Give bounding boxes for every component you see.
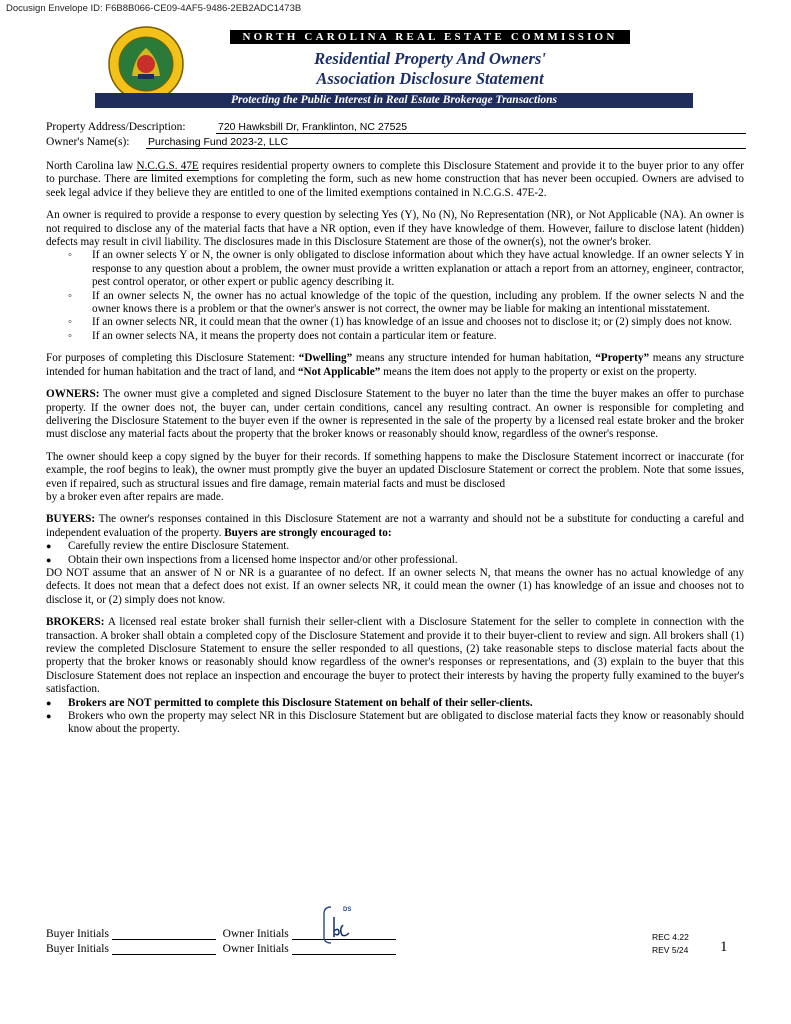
owner-name-label: Owner's Name(s): xyxy=(46,136,130,148)
owners-update-text: The owner should keep a copy signed by the buyer for their records. If something happens to make the Disclosure Statement incorrect or inaccurate (for example, the roof begins to leak), the owner must promptly give the buyer an updated Disclosure Statement or correct the problem. Note that some issues, even if repaired, such as structural issues and fire damage, remain material facts and must be disclosed xyxy=(46,450,744,490)
list-item xyxy=(46,697,744,710)
property-address-row xyxy=(46,121,408,134)
brokers-list xyxy=(46,697,744,737)
list-item: ● Carefully review the entire Disclosure Statement. xyxy=(46,540,744,553)
list-item: ◦ If an owner selects NA, it means the property does not contain a particular item or feature. xyxy=(46,330,744,343)
owner-initials-label: Owner Initials xyxy=(222,928,289,940)
statute-link[interactable]: N.C.G.S. 47E xyxy=(136,160,199,172)
document-title xyxy=(222,49,638,89)
buyers-paragraph xyxy=(46,513,744,540)
docusign-initials-stamp xyxy=(321,903,365,945)
brokers-paragraph xyxy=(46,616,744,696)
buyers-warning: DO NOT assume that an answer of N or NR is a guarantee of no defect. If an owner selects N, that means the owner has no actual knowledge of any defects. It does not mean that a defect does not exist. If an owner selects NR, it could mean the owner (1) has knowledge of an issue and chooses not to disclose it, or (2) simply does not know. xyxy=(46,566,744,606)
buyers-text: The owner's responses contained in this Disclosure Statement are not a warranty and should not be a substitute for conducting a careful and independent evaluation of the property. xyxy=(46,513,744,539)
buyer-initials-field[interactable] xyxy=(112,942,216,955)
ds-tag: DS xyxy=(343,907,352,913)
definitions-text: For purposes of completing this Disclosure Statement: xyxy=(46,352,299,365)
list-item: ● Brokers who own the property may select NR in this Disclosure Statement but are obligated to disclose material facts they know or reasonably should know about the property. xyxy=(46,710,744,737)
owner-initials-label: Owner Initials xyxy=(222,943,289,955)
title-line-2: Association Disclosure Statement xyxy=(316,69,544,88)
title-line-1: Residential Property And Owners' xyxy=(314,49,546,68)
rev-version: REV 5/24 xyxy=(652,945,689,955)
owners-text: The owner must give a completed and signed Disclosure Statement to the buyer no later than the time the buyer makes an offer to purchase property. If the owner does not, the buyer can, under certain conditions, cancel any resulting contract. An owner is responsible for completing and delivering the Disclosure Statement to the buyer even if the owner is represented in the sale of the property by a licensed real estate broker and the broker must disclose any material facts about the property that the broker knows or reasonably should know, regardless of the owner's response. xyxy=(46,388,744,441)
definitions-text: means the item does not apply to the property or exist on the property. xyxy=(380,365,697,378)
brokers-heading: BROKERS: xyxy=(46,616,105,629)
buyer-initials-field[interactable] xyxy=(112,927,216,940)
buyers-heading: BUYERS: xyxy=(46,513,96,526)
buyers-list xyxy=(46,540,744,567)
definitions-text: means any structure intended for human habitation, xyxy=(352,352,596,365)
owners-heading: OWNERS: xyxy=(46,388,100,401)
response-requirement: An owner is required to provide a response to every question by selecting Yes (Y), No (N), No Representation (NR), or Not Applicable (NA). An owner is not required to disclose any of the material facts that have a NR option, even if they have knowledge of them. However, failure to disclose latent (hidden) defects may result in civil liability. The disclosures made in this Disclosure Statement are those of the owner(s), not the owner's broker. xyxy=(46,209,744,249)
owners-update-text-end: by a broker even after repairs are made. xyxy=(46,490,224,503)
buyer-initials-label: Buyer Initials xyxy=(46,928,109,940)
envelope-id: Docusign Envelope ID: F6B8B066-CE09-4AF5-9486-2EB2ADC1473B xyxy=(6,3,302,14)
response-options-list xyxy=(46,249,744,343)
intro-text: North Carolina law xyxy=(46,160,137,172)
term-not-applicable: “Not Applicable” xyxy=(297,365,381,378)
term-dwelling: “Dwelling” xyxy=(298,352,353,365)
property-address-label: Property Address/Description: xyxy=(46,121,186,133)
owner-name-row xyxy=(46,136,289,149)
list-item: ● Obtain their own inspections from a licensed home inspector and/or other professional. xyxy=(46,554,744,567)
brokers-text: A licensed real estate broker shall furnish their seller-client with a Disclosure Statement for the seller to complete in connection with the transaction. A broker shall obtain a completed copy of the Disclosure Statement and provide it to their buyer-client to review and sign. All brokers shall (1) review the completed Disclosure Statement to ensure the seller responded to all questions, (2) take reasonable steps to disclose material facts about the property that the broker knows or reasonably should know regardless of the owner's responses or representations, and (3) explain to the buyer that this Disclosure Statement does not replace an inspection and encourage the buyer to protect their interests by having the property fully examined to the buyer's satisfaction. xyxy=(46,616,744,696)
rec-version: REC 4.22 xyxy=(652,932,689,942)
owners-update-paragraph xyxy=(46,451,744,505)
list-item: ◦ If an owner selects NR, it could mean that the owner (1) has knowledge of an issue and chooses not to disclose it; or (2) simply does not know. xyxy=(46,316,744,329)
owners-paragraph xyxy=(46,388,744,442)
disclosure-body xyxy=(46,160,744,737)
owner-name-field[interactable]: Purchasing Fund 2023-2, LLC xyxy=(146,136,746,149)
definitions-text: means any structure intended for human habitation and the tract of land, and xyxy=(46,352,745,378)
commission-header: NORTH CAROLINA REAL ESTATE COMMISSION xyxy=(230,30,630,44)
definitions-paragraph xyxy=(46,352,744,379)
tagline-banner: Protecting the Public Interest in Real Estate Brokerage Transactions xyxy=(95,93,693,108)
brokers-restriction: Brokers are NOT permitted to complete this Disclosure Statement on behalf of their seller-clients. xyxy=(68,696,533,709)
buyers-encouraged: Buyers are strongly encouraged to: xyxy=(224,526,392,539)
intro-text-cont: requires residential property owners to complete this Disclosure Statement and provide it to the buyer prior to any offer to purchase. There are limited exemptions for completing the form, such as new home construction that has never been occupied. Owners are advised to seek legal advice if they believe they are entitled to one of the limited exemptions contained in N.C.G.S. 47E-2. xyxy=(46,160,744,199)
page-number: 1 xyxy=(720,939,728,955)
buyer-initials-label: Buyer Initials xyxy=(46,943,109,955)
property-address-field[interactable]: 720 Hawksbill Dr, Franklinton, NC 27525 xyxy=(216,121,746,134)
list-item: ◦ If an owner selects N, the owner has no actual knowledge of the topic of the question, including any problem. If the owner selects N and the owner knows there is a problem or that the owner's answer is not correct, the owner may be liable for making an intentional misstatement. xyxy=(46,290,744,317)
nc-real-estate-commission-seal xyxy=(108,26,184,102)
list-item: ◦ If an owner selects Y or N, the owner is only obligated to disclose information about which they have actual knowledge. If an owner selects Y in response to any question about a problem, the owner must provide a written explanation or attach a report from an attorney, engineer, contractor, pest control operator, or other expert or public agency describing it. xyxy=(46,249,744,289)
term-property: “Property” xyxy=(595,352,650,365)
intro-paragraph xyxy=(46,160,744,200)
